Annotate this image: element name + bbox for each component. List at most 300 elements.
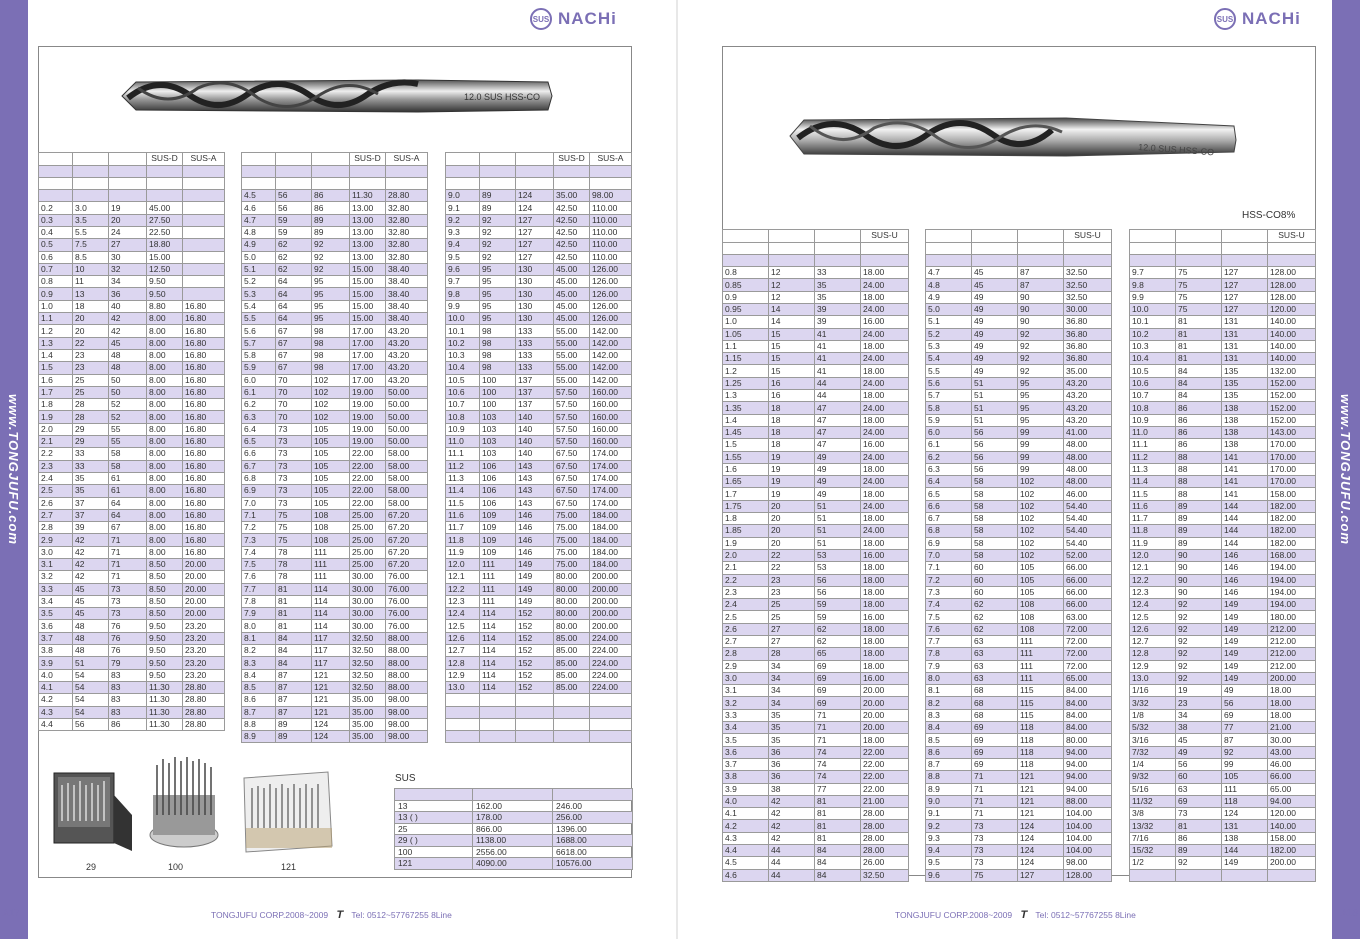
table-row <box>1130 722 1316 734</box>
table-cell: 1.3 <box>723 390 769 402</box>
table-cell: 42.50 <box>554 251 590 263</box>
table-cell: 20 <box>769 537 815 549</box>
table-cell: 73 <box>1176 808 1222 820</box>
table-cell: 144 <box>1222 537 1268 549</box>
table-cell: 2.1 <box>723 562 769 574</box>
table-cell: 32 <box>109 263 147 275</box>
table-row <box>446 595 632 607</box>
table-cell: 30.00 <box>350 608 386 620</box>
table-cell: 11.9 <box>446 546 480 558</box>
table-row <box>723 426 909 438</box>
table-cell: 10.7 <box>1130 390 1176 402</box>
table-cell: 58 <box>972 476 1018 488</box>
table-cell <box>183 263 225 275</box>
table-cell: 60 <box>1176 771 1222 783</box>
table-cell: 38.40 <box>386 313 428 325</box>
table-cell: 127 <box>1018 869 1064 881</box>
table-cell: 88.00 <box>386 645 428 657</box>
table-cell: SUS-U <box>1064 230 1112 243</box>
table-cell: 111 <box>1018 636 1064 648</box>
table-cell: 9.1 <box>446 202 480 214</box>
table-cell: 98 <box>312 325 350 337</box>
table-row <box>395 835 633 847</box>
table-cell: 2.3 <box>39 460 73 472</box>
table-cell: 140.00 <box>1268 353 1316 365</box>
table-cell: 8.00 <box>147 546 183 558</box>
table-cell: 146 <box>516 534 554 546</box>
table-cell: 1138.00 <box>473 835 553 847</box>
table-row <box>926 845 1112 857</box>
table-row <box>1130 845 1316 857</box>
table-cell: 8.00 <box>147 374 183 386</box>
table-cell: 8.00 <box>147 534 183 546</box>
table-cell: 72.00 <box>1064 636 1112 648</box>
table-cell: 73 <box>972 845 1018 857</box>
left-table-2 <box>241 152 428 743</box>
table-cell: 54 <box>73 706 109 718</box>
table-cell: 16 <box>769 390 815 402</box>
table-cell <box>109 153 147 166</box>
table-row <box>926 648 1112 660</box>
table-cell: 49 <box>972 291 1018 303</box>
table-cell <box>861 254 909 266</box>
table-cell: 75 <box>1176 291 1222 303</box>
table-cell: 105 <box>1222 771 1268 783</box>
table-cell: 4.4 <box>723 845 769 857</box>
table-cell: 124 <box>1018 820 1064 832</box>
table-cell: 32.50 <box>1064 291 1112 303</box>
table-cell: 36.80 <box>1064 316 1112 328</box>
table-row <box>446 620 632 632</box>
table-row <box>39 226 225 238</box>
table-cell: 37 <box>73 497 109 509</box>
table-cell: 64 <box>109 497 147 509</box>
table-cell: 42 <box>769 832 815 844</box>
table-cell: 108 <box>312 509 350 521</box>
table-cell <box>972 242 1018 254</box>
table-cell: 38.40 <box>386 300 428 312</box>
table-cell: 50 <box>109 374 147 386</box>
table-cell: 13 <box>395 800 473 812</box>
table-cell: 43.20 <box>1064 402 1112 414</box>
table-cell: 6.1 <box>242 386 276 398</box>
table-row <box>1130 463 1316 475</box>
table-cell: 194.00 <box>1268 562 1316 574</box>
table-cell: 76.00 <box>386 595 428 607</box>
table-row <box>242 571 428 583</box>
table-cell: 4.3 <box>723 832 769 844</box>
table-row <box>39 497 225 509</box>
table-row <box>926 734 1112 746</box>
table-cell: 152 <box>516 620 554 632</box>
table-cell: 92 <box>1176 636 1222 648</box>
table-cell: 18.00 <box>861 513 909 525</box>
table-cell: 33 <box>73 460 109 472</box>
table-cell: 12.4 <box>1130 599 1176 611</box>
table-cell: 20.00 <box>861 709 909 721</box>
table-cell: 109 <box>480 522 516 534</box>
table-cell: 71 <box>972 808 1018 820</box>
table-row <box>1130 513 1316 525</box>
table-cell: 224.00 <box>590 669 632 681</box>
table-cell: 80.00 <box>554 583 590 595</box>
table-cell: 127 <box>1222 267 1268 279</box>
table-cell: 45 <box>109 337 147 349</box>
table-cell: 0.4 <box>39 226 73 238</box>
table-cell: 43.20 <box>1064 377 1112 389</box>
table-row <box>242 313 428 325</box>
table-cell: 48.00 <box>1064 451 1112 463</box>
table-cell: 84 <box>815 857 861 869</box>
table-row <box>926 402 1112 414</box>
table-cell: 24.00 <box>861 377 909 389</box>
table-cell: 1.0 <box>723 316 769 328</box>
table-cell: 8.00 <box>147 472 183 484</box>
table-cell: 8.00 <box>147 349 183 361</box>
table-cell: 36 <box>769 758 815 770</box>
table-cell: 6.4 <box>926 476 972 488</box>
table-cell: 18 <box>73 300 109 312</box>
table-cell: 18.00 <box>861 734 909 746</box>
table-cell: 143 <box>516 497 554 509</box>
table-cell: 20 <box>109 214 147 226</box>
table-cell: 11.3 <box>1130 463 1176 475</box>
table-cell: 15.00 <box>350 288 386 300</box>
table-cell: 50.00 <box>386 399 428 411</box>
table-cell: 36 <box>109 288 147 300</box>
table-cell: 7.4 <box>242 546 276 558</box>
table-cell: 10.4 <box>1130 353 1176 365</box>
table-cell: 38.40 <box>386 288 428 300</box>
table-row <box>926 451 1112 463</box>
table-cell: 6.6 <box>242 448 276 460</box>
table-row <box>926 672 1112 684</box>
table-cell: 98 <box>480 337 516 349</box>
table-cell: 7.4 <box>926 599 972 611</box>
table-cell: 10.4 <box>446 362 480 374</box>
table-row <box>926 722 1112 734</box>
table-cell: 11/32 <box>1130 795 1176 807</box>
table-row <box>723 562 909 574</box>
table-cell: 55.00 <box>554 362 590 374</box>
table-row <box>1130 562 1316 574</box>
table-cell: 8.00 <box>147 522 183 534</box>
table-cell: 7.9 <box>926 660 972 672</box>
table-cell: 15.00 <box>350 313 386 325</box>
table-cell: 127 <box>516 214 554 226</box>
table-row <box>1130 808 1316 820</box>
table-cell: 36.80 <box>1064 328 1112 340</box>
table-cell: 9.6 <box>926 869 972 881</box>
table-cell: 71 <box>109 559 147 571</box>
table-cell <box>1176 254 1222 266</box>
table-row <box>926 426 1112 438</box>
table-cell: 88.00 <box>386 632 428 644</box>
table-row <box>446 485 632 497</box>
table-cell: 16.80 <box>183 300 225 312</box>
table-cell: 81 <box>1176 328 1222 340</box>
table-cell: 15.00 <box>350 300 386 312</box>
table-cell: 140.00 <box>1268 316 1316 328</box>
table-cell: 45 <box>73 608 109 620</box>
table-row <box>242 374 428 386</box>
table-cell: 3.4 <box>39 595 73 607</box>
table-row <box>242 165 428 177</box>
table-row <box>1130 476 1316 488</box>
table-cell: 16.00 <box>861 611 909 623</box>
table-cell: 98 <box>312 362 350 374</box>
table-cell: 16.80 <box>183 337 225 349</box>
table-cell: 67.20 <box>386 559 428 571</box>
table-cell: 8.1 <box>242 632 276 644</box>
table-cell: 84.00 <box>1064 722 1112 734</box>
table-row <box>1130 685 1316 697</box>
table-cell: 35 <box>769 709 815 721</box>
table-cell <box>590 718 632 730</box>
table-cell <box>516 718 554 730</box>
table-cell: 11.9 <box>1130 537 1176 549</box>
table-cell: 7.1 <box>242 509 276 521</box>
table-cell: 111 <box>480 571 516 583</box>
table-row <box>39 239 225 251</box>
table-row <box>1130 758 1316 770</box>
table-row <box>446 522 632 534</box>
table-cell: 98 <box>480 349 516 361</box>
table-cell: 5.8 <box>242 349 276 361</box>
table-cell: 162.00 <box>473 800 553 812</box>
table-cell: 19 <box>769 451 815 463</box>
table-cell: 146 <box>1222 574 1268 586</box>
table-cell: 59 <box>276 226 312 238</box>
table-cell <box>39 177 73 189</box>
table-cell: 8.00 <box>147 448 183 460</box>
table-cell: 3.7 <box>39 632 73 644</box>
table-cell: 80.00 <box>554 595 590 607</box>
table-cell: 3/32 <box>1130 697 1176 709</box>
table-cell: 18.00 <box>861 623 909 635</box>
table-cell: 18.00 <box>861 267 909 279</box>
table-cell: 25.00 <box>350 534 386 546</box>
table-row <box>39 423 225 435</box>
table-cell: 105 <box>312 485 350 497</box>
table-cell: 41.00 <box>1064 426 1112 438</box>
table-cell: 16.80 <box>183 349 225 361</box>
table-cell: 1.9 <box>39 411 73 423</box>
table-cell: 9.4 <box>446 239 480 251</box>
table-cell: 3/16 <box>1130 734 1176 746</box>
table-cell: 152 <box>516 608 554 620</box>
table-cell: 74 <box>815 746 861 758</box>
table-cell: 42 <box>73 534 109 546</box>
table-cell: 32.80 <box>386 214 428 226</box>
table-cell: 30.00 <box>350 595 386 607</box>
table-cell: 39 <box>815 316 861 328</box>
table-cell: 63 <box>972 672 1018 684</box>
table-row <box>39 546 225 558</box>
table-cell: 47 <box>815 426 861 438</box>
table-cell <box>446 165 480 177</box>
table-cell: 158.00 <box>1268 488 1316 500</box>
table-row <box>1130 316 1316 328</box>
table-row <box>446 571 632 583</box>
table-cell: 1/8 <box>1130 709 1176 721</box>
table-row <box>242 681 428 693</box>
table-cell: 53 <box>815 549 861 561</box>
table-cell <box>480 177 516 189</box>
table-cell <box>480 694 516 706</box>
table-cell: 127 <box>1222 291 1268 303</box>
table-cell: 127 <box>516 226 554 238</box>
table-cell: 44 <box>769 857 815 869</box>
table-cell: 90 <box>1018 303 1064 315</box>
table-cell: 1.75 <box>723 500 769 512</box>
table-cell: 9.8 <box>1130 279 1176 291</box>
table-cell: 60 <box>972 574 1018 586</box>
table-cell: 75 <box>1176 267 1222 279</box>
table-cell: 92 <box>1018 328 1064 340</box>
table-cell: 72.00 <box>1064 648 1112 660</box>
table-cell: 38.40 <box>386 276 428 288</box>
table-cell: 56 <box>73 718 109 730</box>
table-cell: 56 <box>815 574 861 586</box>
table-cell: 11.1 <box>446 448 480 460</box>
table-cell: 11.30 <box>147 694 183 706</box>
table-cell: 124 <box>312 718 350 730</box>
table-cell: 89 <box>276 718 312 730</box>
left-side-bar <box>0 0 28 939</box>
table-cell: 99 <box>1018 439 1064 451</box>
table-cell: 184.00 <box>590 546 632 558</box>
table-cell: 88 <box>1176 451 1222 463</box>
table-cell: 8.8 <box>242 718 276 730</box>
table-cell: 141 <box>1222 476 1268 488</box>
table-cell: 143 <box>516 460 554 472</box>
table-cell: 84 <box>815 869 861 881</box>
table-cell: 22.00 <box>350 460 386 472</box>
table-cell: 18.00 <box>861 586 909 598</box>
table-cell: 22 <box>73 337 109 349</box>
table-row <box>446 374 632 386</box>
table-cell <box>147 177 183 189</box>
table-cell: 35 <box>815 291 861 303</box>
table-cell: SUS-A <box>386 153 428 166</box>
table-cell: 55 <box>109 436 147 448</box>
table-cell: 3.5 <box>73 214 109 226</box>
table-cell: 9.50 <box>147 288 183 300</box>
table-cell: 12.0 <box>1130 549 1176 561</box>
sus-badge-icon: SUS <box>1214 8 1236 30</box>
table-cell: 124 <box>1018 832 1064 844</box>
table-cell: 1.7 <box>39 386 73 398</box>
table-cell: 6618.00 <box>553 846 633 858</box>
table-cell: 24.00 <box>861 279 909 291</box>
table-cell: 111 <box>312 559 350 571</box>
table-cell: 8.9 <box>242 731 276 743</box>
table-row <box>926 242 1112 254</box>
table-cell: 7.6 <box>242 571 276 583</box>
table-cell <box>276 153 312 166</box>
table-cell: 51 <box>815 500 861 512</box>
table-cell: 118 <box>1222 795 1268 807</box>
table-row <box>1130 402 1316 414</box>
table-cell: 16.80 <box>183 325 225 337</box>
table-cell: 18.00 <box>861 463 909 475</box>
table-cell: 76.00 <box>386 583 428 595</box>
table-row <box>446 497 632 509</box>
table-cell: 83 <box>109 669 147 681</box>
table-cell: 12.3 <box>1130 586 1176 598</box>
table-cell: 41 <box>815 365 861 377</box>
table-cell: 2.4 <box>723 599 769 611</box>
table-cell: 28.80 <box>183 681 225 693</box>
table-cell: 26.00 <box>861 857 909 869</box>
left-table-3 <box>445 152 632 743</box>
table-cell: 49 <box>1176 746 1222 758</box>
table-cell: 84 <box>1176 365 1222 377</box>
table-cell: 71 <box>109 546 147 558</box>
table-cell: 35.00 <box>554 190 590 202</box>
table-cell: 8.50 <box>147 559 183 571</box>
table-row <box>446 288 632 300</box>
table-cell <box>183 202 225 214</box>
table-cell <box>446 177 480 189</box>
table-cell: 8.50 <box>147 583 183 595</box>
table-cell: 126.00 <box>590 263 632 275</box>
table-cell: 48 <box>73 632 109 644</box>
table-row <box>723 549 909 561</box>
table-cell: 111 <box>480 583 516 595</box>
table-cell: 89 <box>1176 845 1222 857</box>
table-cell: 92 <box>312 239 350 251</box>
table-cell: 35 <box>769 734 815 746</box>
table-cell: 92 <box>1018 340 1064 352</box>
table-cell: 5.3 <box>926 340 972 352</box>
table-cell: 32.50 <box>350 645 386 657</box>
table-cell: 19.00 <box>350 386 386 398</box>
table-cell: 12.9 <box>446 669 480 681</box>
table-cell: 114 <box>480 681 516 693</box>
table-cell: 75 <box>1176 303 1222 315</box>
table-cell: 44 <box>815 377 861 389</box>
table-cell: 128.00 <box>1268 279 1316 291</box>
table-cell: 9.50 <box>147 669 183 681</box>
table-cell: 8.3 <box>242 657 276 669</box>
table-cell: 32.80 <box>386 226 428 238</box>
table-cell: 4.7 <box>926 267 972 279</box>
table-cell: 124 <box>1018 845 1064 857</box>
table-cell: 48.00 <box>1064 476 1112 488</box>
table-cell: 124 <box>312 731 350 743</box>
table-cell: 105 <box>312 436 350 448</box>
table-row <box>39 460 225 472</box>
table-cell: 58 <box>109 448 147 460</box>
table-cell: 58 <box>972 500 1018 512</box>
table-cell: 11.0 <box>446 436 480 448</box>
table-row <box>1130 660 1316 672</box>
table-cell: 7/32 <box>1130 746 1176 758</box>
table-cell: 5.0 <box>242 251 276 263</box>
table-cell: 20 <box>73 313 109 325</box>
table-cell: 71 <box>815 722 861 734</box>
table-cell <box>183 276 225 288</box>
table-cell: 34 <box>769 685 815 697</box>
table-row <box>446 423 632 435</box>
table-cell: 60 <box>972 562 1018 574</box>
table-cell <box>242 165 276 177</box>
table-cell <box>183 239 225 251</box>
table-cell: 48 <box>73 645 109 657</box>
table-row <box>926 439 1112 451</box>
